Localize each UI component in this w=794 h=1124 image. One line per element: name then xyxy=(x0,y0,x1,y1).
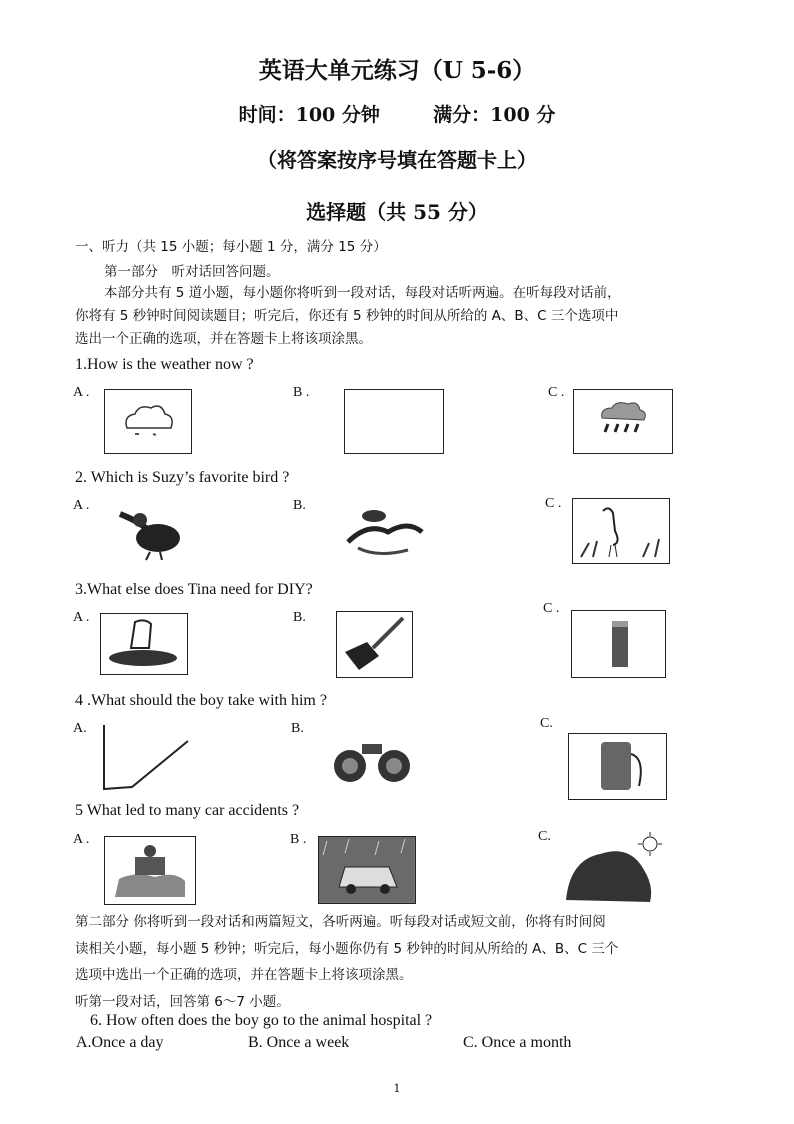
page-number: 1 xyxy=(393,1082,401,1095)
q3-option-c-label: C . xyxy=(543,601,560,616)
part1-desc-line3: 选出一个正确的选项，并在答题卡上将该项涂黑。 xyxy=(75,331,372,347)
q3-option-c-paint-tube-image xyxy=(571,610,666,678)
q2-option-c-label: C . xyxy=(545,496,562,511)
question-4: 4 .What should the boy take with him ? xyxy=(75,692,327,709)
question-3: 3.What else does Tina need for DIY? xyxy=(75,581,313,598)
q4-option-a-label: A. xyxy=(73,721,87,736)
time-score-line xyxy=(0,100,794,127)
q4-option-b-binoculars-image xyxy=(330,730,414,786)
exam-time: 时间：100 分钟 xyxy=(238,104,380,126)
q1-option-a-cloud-image xyxy=(104,389,192,454)
q4-option-a-paper-image xyxy=(102,723,192,793)
q3-option-a-label: A . xyxy=(73,610,90,625)
q2-option-a-rooster-image xyxy=(100,502,190,562)
q3-option-b-label: B. xyxy=(293,610,306,625)
q4-option-c-label: C. xyxy=(540,716,553,731)
question-1: 1.How is the weather now ? xyxy=(75,356,254,373)
listening-heading: 一、听力（共 15 小题；每小题 1 分，满分 15 分） xyxy=(75,239,387,255)
q2-option-b-label: B. xyxy=(293,498,306,513)
part1-subheading: 第一部分 听对话回答问题。 xyxy=(104,264,280,280)
q4-option-c-flask-image xyxy=(568,733,667,800)
page-title: 英语大单元练习（U 5-6） xyxy=(258,57,536,84)
q2-option-c-crane-image xyxy=(572,498,670,564)
question-6: 6. How often does the boy go to the animal hospital ? xyxy=(90,1012,433,1029)
q2-option-a-label: A . xyxy=(73,498,90,513)
part2-desc-line3: 选项中选出一个正确的选项，并在答题卡上将该项涂黑。 xyxy=(75,967,413,983)
q6-option-c: C. Once a month xyxy=(463,1034,572,1051)
part2-desc-line1: 第二部分 你将听到一段对话和两篇短文，各听两遍。听每段对话或短文前，你将有时间阅 xyxy=(75,914,606,930)
exam-full-score: 满分：100 分 xyxy=(433,104,556,126)
q5-option-b-rainy-car-image xyxy=(318,836,416,904)
q1-option-c-label: C . xyxy=(548,385,565,400)
part2-desc-line2: 读相关小题，每小题 5 秒钟；听完后，每小题你仍有 5 秒钟的时间从所给的 A、B、C 三个 xyxy=(75,941,619,957)
answer-instruction: （将答案按序号填在答题卡上） xyxy=(257,148,537,172)
q4-option-b-label: B. xyxy=(291,721,304,736)
question-2: 2. Which is Suzy’s favorite bird ? xyxy=(75,469,290,486)
part1-desc-line1: 本部分共有 5 道小题，每小题你将听到一段对话，每段对话听两遍。在听每段对话前， xyxy=(104,285,621,301)
q5-option-a-label: A . xyxy=(73,832,90,847)
q1-option-c-rain-image xyxy=(573,389,673,454)
q6-option-a: A.Once a day xyxy=(76,1034,164,1051)
listen-instruction: 听第一段对话，回答第 6～7 小题。 xyxy=(75,994,290,1010)
part1-desc-line2: 你将有 5 秒钟时间阅读题目；听完后，你还有 5 秒钟的时间从所给的 A、B、C 三个选项中 xyxy=(75,308,619,324)
q5-option-c-storm-image xyxy=(560,830,664,906)
question-5: 5 What led to many car accidents ? xyxy=(75,802,300,819)
q5-option-a-flood-image xyxy=(104,836,196,905)
q1-option-b-label: B . xyxy=(293,385,310,400)
q2-option-b-bird-image xyxy=(338,502,430,564)
q6-option-b: B. Once a week xyxy=(248,1034,350,1051)
q3-option-a-glue-image xyxy=(100,613,188,675)
q5-option-b-label: B . xyxy=(290,832,307,847)
section-title: 选择题（共 55 分） xyxy=(306,200,488,224)
q3-option-b-brush-image xyxy=(336,611,413,678)
q1-option-b-blank-image xyxy=(344,389,444,454)
q1-option-a-label: A . xyxy=(73,385,90,400)
q5-option-c-label: C. xyxy=(538,829,551,844)
